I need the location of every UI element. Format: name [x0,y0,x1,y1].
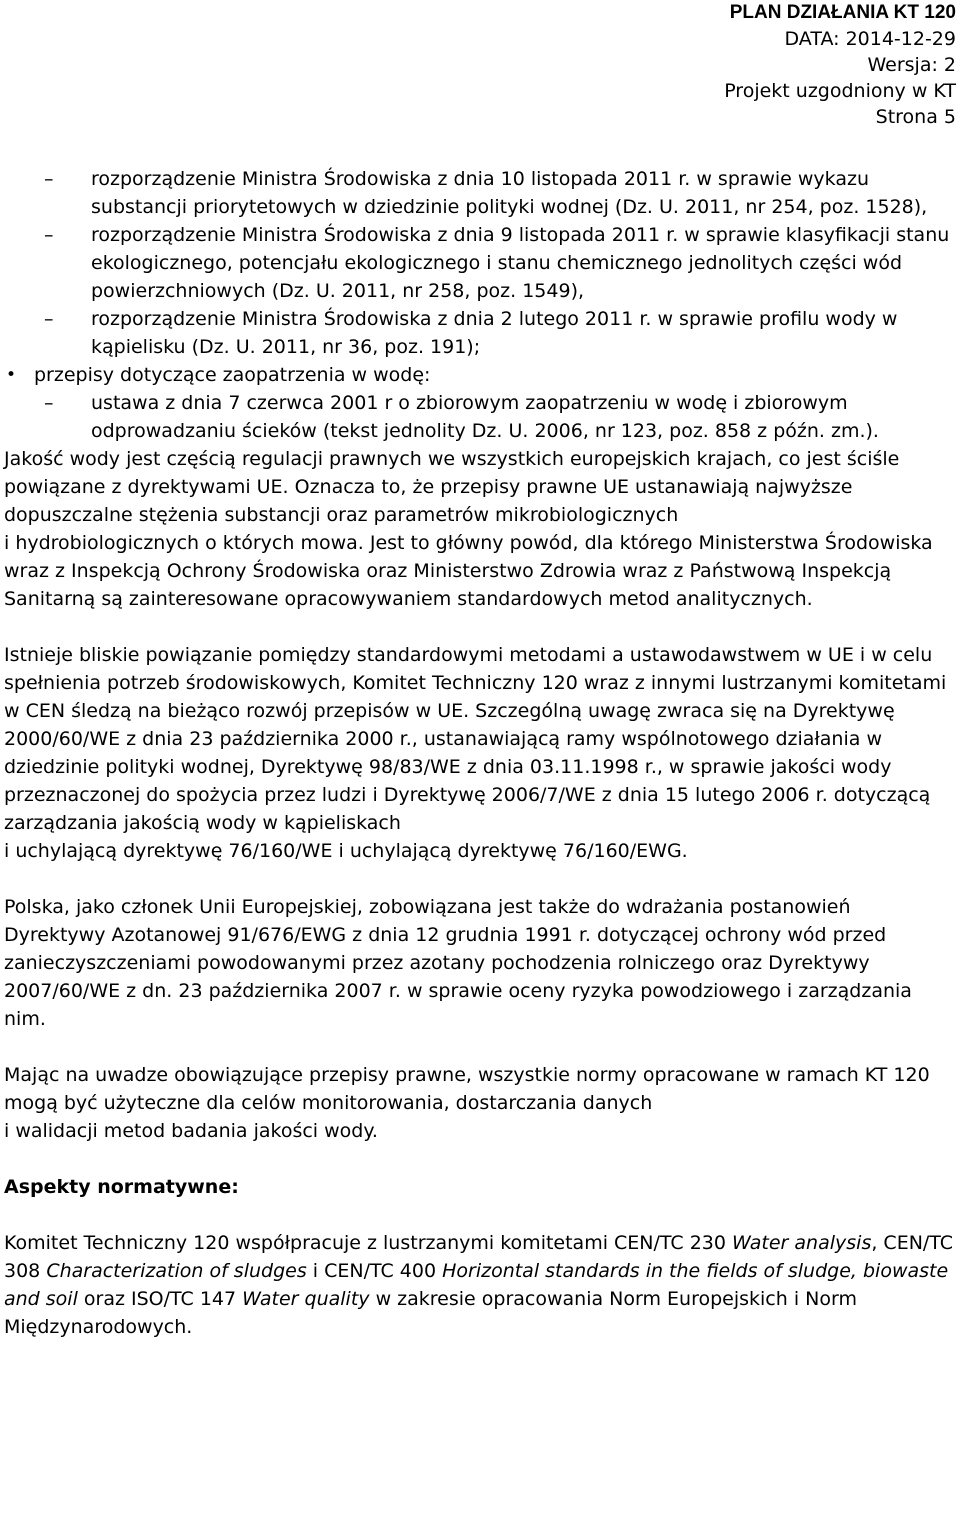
paragraph-cooperation [4,1229,954,1341]
bullet-item-text: przepisy dotyczące zaopatrzenia w wodę: [34,364,431,386]
paragraph-eu-regulations-cont: i hydrobiologicznych o których mowa. Jest to główny powód, dla którego Ministerstwa Środowiska wraz z Inspekcją Ochrony Środowiska oraz Ministerstwo Zdrowia wraz z Państwową Inspekcją Sanitarną są zainteresowane opracowywaniem standardowych metod analitycznych. [4,532,933,610]
page-header [724,0,956,130]
committee-name: Horizontal standards in the fields of sludge, biowaste and soil [4,1260,949,1310]
committee-name: Water analysis [732,1232,872,1254]
bullet-marker: • [6,365,17,385]
paragraph-eu-regulations: Jakość wody jest częścią regulacji prawnych we wszystkich europejskich krajach, co jest ściśle powiązane z dyrektywami UE. Oznacza to, że przepisy prawne UE ustanawiają najwyższe dopuszczalne stężenia substancji oraz parametrów mikrobiologicznych [4,448,900,526]
paragraph-nitrates-directive: Polska, jako członek Unii Europejskiej, zobowiązana jest także do wdrażania postanowień Dyrektywy Azotanowej 91/676/EWG z dnia 12 grudnia 1991 r. dotyczącej ochrony wód przed zanieczyszczeniami powodowanymi przez azotany pochodzenia rolniczego oraz Dyrektywy 2007/60/WE z dn. 23 października 2007 r. w sprawie oceny ryzyka powodziowego i zarządzania nim. [4,896,912,1030]
committee-name: Characterization of sludges [46,1260,307,1282]
paragraph-usefulness-cont: i walidacji metod badania jakości wody. [4,1120,378,1142]
document-status: Projekt uzgodniony w KT [724,80,956,102]
paragraph-usefulness: Mając na uwadze obowiązujące przepisy prawne, wszystkie normy opracowane w ramach KT 120 mogą być użyteczne dla celów monitorowania, dostarczania danych [4,1064,930,1114]
page-number: Strona 5 [875,106,956,128]
document-body [4,165,954,1341]
dash-marker: – [44,168,54,190]
dash-marker: – [44,392,54,414]
paragraph-standards-legislation-cont: i uchylającą dyrektywę 76/160/WE i uchylającą dyrektywę 76/160/EWG. [4,840,688,862]
list-item [4,305,954,361]
committee-name: Water quality [242,1288,370,1310]
list-item-text: ustawa z dnia 7 czerwca 2001 r o zbiorowym zaopatrzeniu w wodę i zbiorowym odprowadzaniu ścieków (tekst jednolity Dz. U. 2006, nr 123, poz. 858 z późn. zm.). [91,392,879,442]
text-segment: w zakresie opracowania Norm Europejskich i Norm Międzynarodowych. [4,1288,857,1338]
document-date: DATA: 2014-12-29 [784,28,956,50]
document-title: PLAN DZIAŁANIA KT 120 [729,2,956,23]
dash-marker: – [44,308,54,330]
text-segment: oraz ISO/TC 147 [77,1288,243,1310]
text-segment: i CEN/TC 400 [306,1260,443,1282]
list-item [4,389,954,445]
paragraph-standards-legislation: Istnieje bliskie powiązanie pomiędzy standardowymi metodami a ustawodawstwem w UE i w celu spełnienia potrzeb środowiskowych, Komitet Techniczny 120 wraz z innymi lustrzanymi komitetami w CEN śledzą na bieżąco rozwój przepisów w UE. Szczególną uwagę zwraca się na Dyrektywę 2000/60/WE z dnia 23 października 2000 r., ustanawiającą ramy wspólnotowego działania w dziedzinie polityki wodnej, Dyrektywę 98/83/WE z dnia 03.11.1998 r., w sprawie jakości wody przeznaczonej do spożycia przez ludzi i Dyrektywę 2006/7/WE z dnia 15 lutego 2006 r. dotyczącą zarządzania jakością wody w kąpieliskach [4,644,947,834]
list-item-text: rozporządzenie Ministra Środowiska z dnia 10 listopada 2011 r. w sprawie wykazu substancji priorytetowych w dziedzinie polityki wodnej (Dz. U. 2011, nr 254, poz. 1528), [91,168,928,218]
list-item-text: rozporządzenie Ministra Środowiska z dnia 2 lutego 2011 r. w sprawie profilu wody w kąpielisku (Dz. U. 2011, nr 36, poz. 191); [91,308,898,358]
section-heading: Aspekty normatywne: [4,1176,239,1198]
list-item [4,221,954,305]
dash-marker: – [44,224,54,246]
document-version: Wersja: 2 [867,54,956,76]
text-segment: , CEN/TC 308 [4,1232,954,1282]
bullet-item [4,361,954,389]
text-segment: Komitet Techniczny 120 współpracuje z lustrzanymi komitetami CEN/TC 230 [4,1232,733,1254]
list-item [4,165,954,221]
list-item-text: rozporządzenie Ministra Środowiska z dnia 9 listopada 2011 r. w sprawie klasyfikacji stanu ekologicznego, potencjału ekologicznego i stanu chemicznego jednolitych części wód powierzchniowych (Dz. U. 2011, nr 258, poz. 1549), [91,224,950,302]
